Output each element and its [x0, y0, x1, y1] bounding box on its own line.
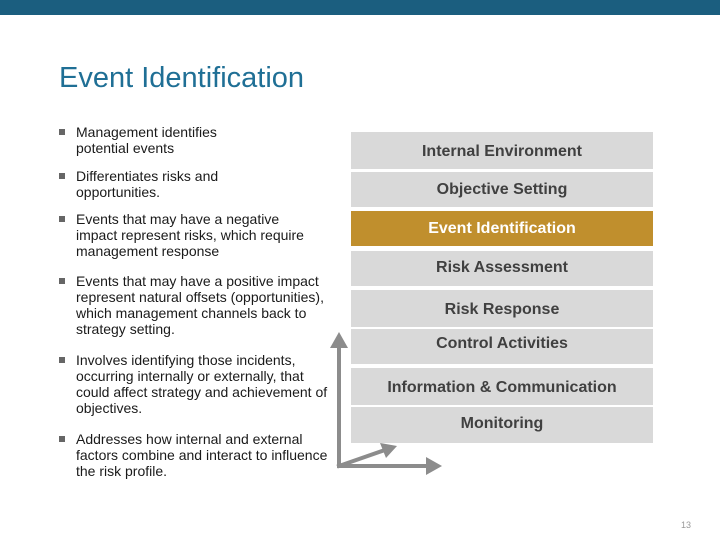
list-item [59, 431, 331, 479]
component-information-communication: Information & Communication [351, 368, 653, 405]
bullet-text: Differentiates risks and opportunities. [76, 168, 219, 200]
list-item [59, 211, 311, 259]
square-bullet-icon [59, 216, 65, 222]
component-risk-response: Risk Response [351, 290, 653, 327]
list-item [59, 273, 331, 337]
list-item [59, 352, 338, 416]
square-bullet-icon [59, 436, 65, 442]
bullet-text: Events that may have a negative impact represent risks, which require management response [76, 211, 304, 259]
component-event-identification: Event Identification [351, 211, 653, 246]
axis-arrows-icon [325, 330, 445, 475]
square-bullet-icon [59, 278, 65, 284]
list-item [59, 168, 251, 200]
component-risk-assessment: Risk Assessment [351, 251, 653, 286]
bullet-text: Involves identifying those incidents, occurring internally or externally, that could affect strategy and achievement of objectives. [76, 352, 328, 416]
component-objective-setting: Objective Setting [351, 172, 653, 207]
page-title: Event Identification [59, 62, 305, 94]
bullet-text: Events that may have a positive impact represent natural offsets (opportunities), which management channels back to strategy setting. [76, 273, 324, 337]
square-bullet-icon [59, 129, 65, 135]
square-bullet-icon [59, 357, 65, 363]
square-bullet-icon [59, 173, 65, 179]
bullet-text: Management identifies potential events [76, 124, 217, 156]
component-monitoring: Monitoring [351, 407, 653, 443]
component-internal-environment: Internal Environment [351, 132, 653, 169]
bullet-text: Addresses how internal and external factors combine and interact to influence the risk profile. [76, 431, 328, 479]
top-bar [0, 0, 720, 15]
list-item [59, 124, 246, 156]
component-control-activities: Control Activities [351, 329, 653, 364]
page-number: 13 [681, 520, 692, 530]
